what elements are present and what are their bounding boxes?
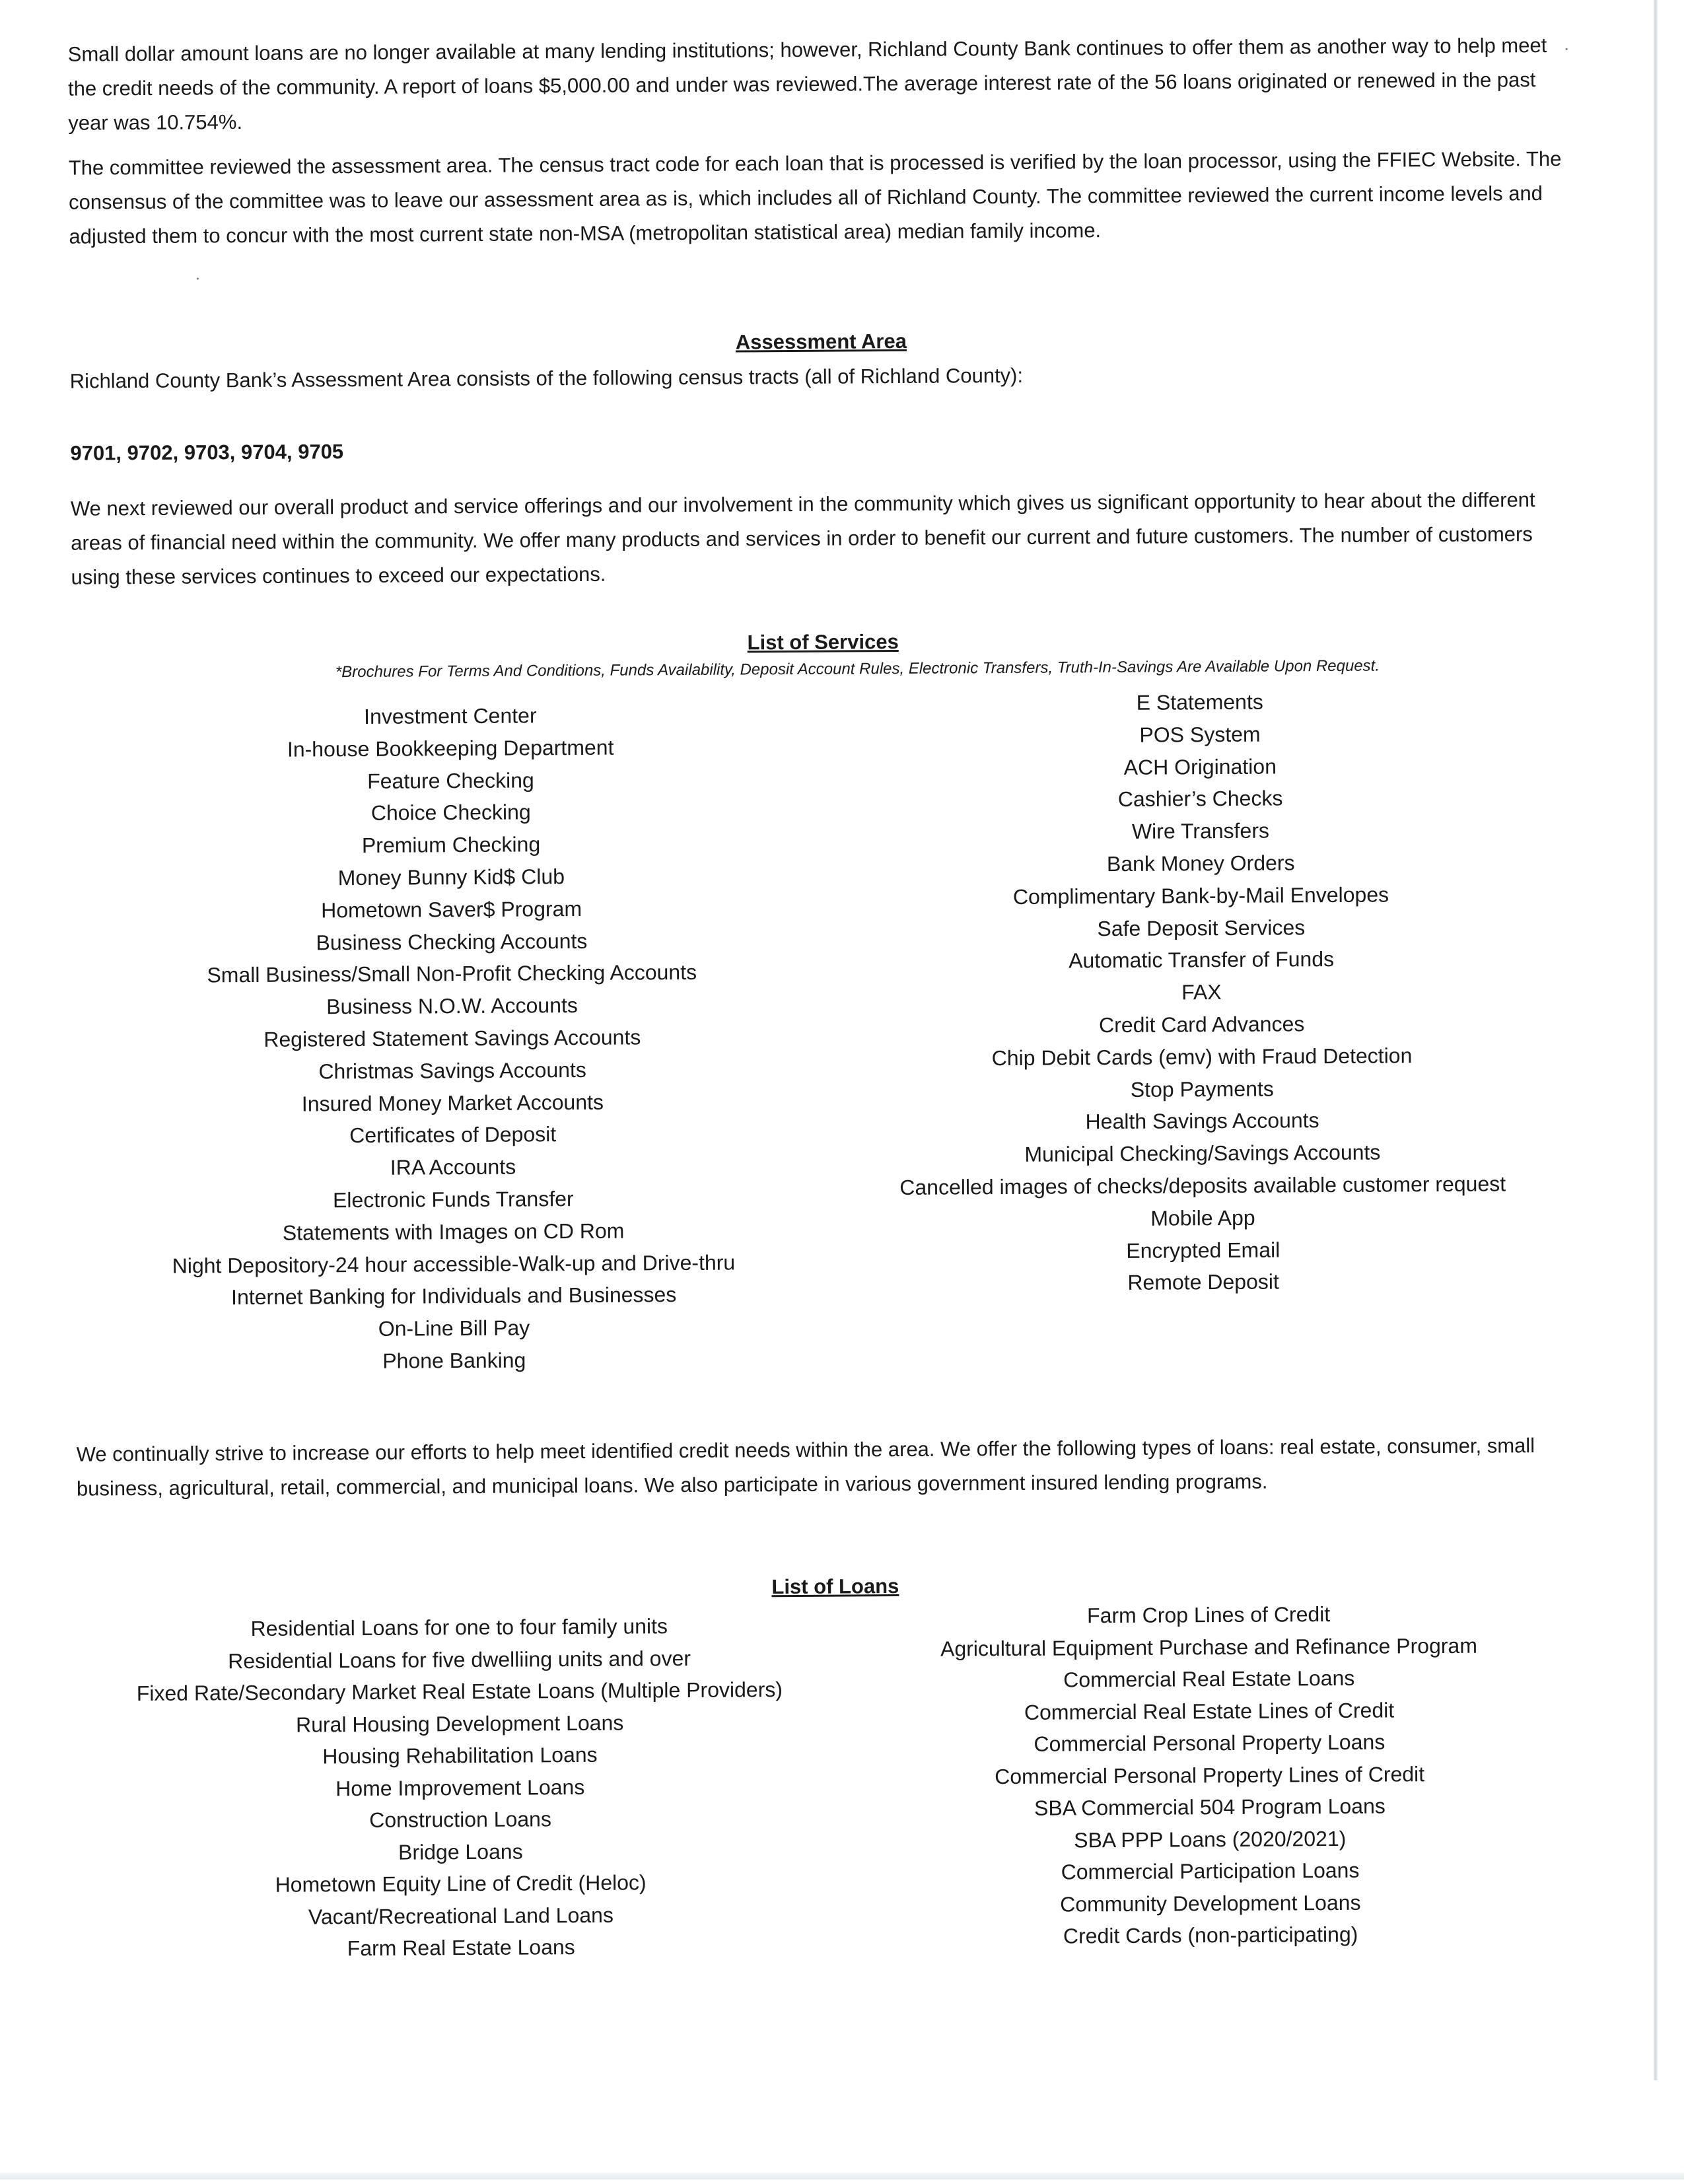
service-item: Insured Money Market Accounts bbox=[301, 1090, 604, 1116]
service-item: Complimentary Bank-by-Mail Envelopes bbox=[1012, 882, 1389, 909]
service-item: Wire Transfers bbox=[1131, 818, 1270, 844]
loan-item: Rural Housing Development Loans bbox=[295, 1710, 624, 1737]
service-item: Internet Banking for Individuals and Businesses bbox=[231, 1283, 677, 1310]
assessment-area-description: Richland County Bank’s Assessment Area consists of the following census tracts (all of Richland County): bbox=[69, 363, 1024, 393]
service-item: Business N.O.W. Accounts bbox=[326, 993, 578, 1019]
scan-speck bbox=[1566, 48, 1568, 50]
scan-bottom-edge bbox=[0, 2173, 1684, 2179]
loan-item: Residential Loans for five dwelliing units and over bbox=[228, 1646, 691, 1673]
list-of-services-heading: List of Services bbox=[747, 630, 899, 654]
services-left-column bbox=[120, 698, 785, 1379]
service-item: Remote Deposit bbox=[1127, 1269, 1279, 1295]
list-of-loans-heading: List of Loans bbox=[771, 1574, 899, 1599]
service-item: ACH Origination bbox=[1123, 754, 1277, 779]
service-item: Statements with Images on CD Rom bbox=[282, 1218, 625, 1245]
loan-item: Fixed Rate/Secondary Market Real Estate Loans (Multiple Providers) bbox=[136, 1677, 783, 1706]
loan-item: Commercial Participation Loans bbox=[1061, 1858, 1360, 1884]
brochures-note: *Brochures For Terms And Conditions, Funds Availability, Deposit Account Rules, Electronic Transfers, Truth-In-Savings Are Available Upon Request. bbox=[335, 656, 1380, 682]
loans-right-column bbox=[878, 1597, 1541, 1954]
loan-item: Construction Loans bbox=[369, 1807, 552, 1832]
service-item: Business Checking Accounts bbox=[316, 929, 588, 954]
service-item: Automatic Transfer of Funds bbox=[1069, 947, 1335, 973]
service-item: Safe Deposit Services bbox=[1097, 915, 1306, 940]
loan-item: SBA Commercial 504 Program Loans bbox=[1034, 1794, 1386, 1820]
service-item: Certificates of Deposit bbox=[349, 1122, 557, 1148]
loan-item: Farm Real Estate Loans bbox=[347, 1935, 575, 1961]
service-item: Credit Card Advances bbox=[1098, 1012, 1305, 1038]
service-item: Christmas Savings Accounts bbox=[318, 1057, 586, 1084]
loan-item: Agricultural Equipment Purchase and Refinance Program bbox=[940, 1633, 1478, 1661]
service-item: Health Savings Accounts bbox=[1085, 1108, 1319, 1134]
service-item: Premium Checking bbox=[361, 832, 541, 858]
intro-paragraph-small-loans: Small dollar amount loans are no longer available at many lending institutions; however, Richland County Bank continues to offer them as another way to help meet the credit needs of the community. A report of loans $5,000.00 and under was reviewed.The average interest rate of the 56 loans originated or renewed in the past year was 10.754%. bbox=[67, 33, 1547, 135]
loan-item: Bridge Loans bbox=[398, 1839, 523, 1864]
loan-item: SBA PPP Loans (2020/2021) bbox=[1074, 1826, 1347, 1852]
service-item: Cashier’s Checks bbox=[1117, 786, 1283, 812]
service-item: Choice Checking bbox=[370, 800, 531, 826]
loan-item: Hometown Equity Line of Credit (Heloc) bbox=[275, 1870, 647, 1897]
service-item: On-Line Bill Pay bbox=[378, 1316, 530, 1341]
service-item: Municipal Checking/Savings Accounts bbox=[1024, 1140, 1381, 1167]
service-item: Mobile App bbox=[1150, 1205, 1255, 1230]
loan-item: Commercial Real Estate Lines of Credit bbox=[1024, 1697, 1395, 1724]
service-item: Investment Center bbox=[363, 703, 537, 728]
loan-item: Commercial Personal Property Lines of Credit bbox=[995, 1761, 1425, 1788]
service-item: POS System bbox=[1139, 722, 1261, 747]
scan-right-edge bbox=[1654, 0, 1658, 2080]
service-item: In-house Bookkeeping Department bbox=[287, 735, 614, 761]
loan-item: Farm Crop Lines of Credit bbox=[1087, 1602, 1331, 1628]
offerings-paragraph: We next reviewed our overall product and service offerings and our involvement in the community which gives us significant opportunity to hear about the different areas of financial need within the community. We offer many products and services in order to benefit our current and future customers. The number of customers using these services continues to exceed our expectations. bbox=[70, 488, 1535, 589]
services-right-column bbox=[870, 684, 1534, 1300]
scan-speck bbox=[197, 277, 199, 279]
service-item: Night Depository-24 hour accessible-Walk-up and Drive-thru bbox=[172, 1250, 736, 1278]
service-item: Encrypted Email bbox=[1126, 1238, 1281, 1263]
service-item: Bank Money Orders bbox=[1106, 851, 1295, 876]
loan-item: Residential Loans for one to four family units bbox=[250, 1614, 668, 1641]
service-item: Feature Checking bbox=[367, 767, 534, 793]
service-item: Stop Payments bbox=[1130, 1076, 1274, 1102]
loan-item: Commercial Real Estate Loans bbox=[1063, 1666, 1355, 1692]
service-item: Hometown Saver$ Program bbox=[321, 896, 582, 923]
intro-paragraph-assessment-review: The committee reviewed the assessment area. The census tract code for each loan that is processed is verified by the loan processor, using the FFIEC Website. The consensus of the committee was to leave our assessment area as is, which includes all of Richland County. The committee reviewed the current income levels and adjusted them to concur with the most current state non-MSA (metropolitan statistical area) median family income. bbox=[68, 147, 1562, 248]
service-item: Phone Banking bbox=[382, 1348, 526, 1373]
service-item: Registered Statement Savings Accounts bbox=[263, 1025, 641, 1051]
service-item: E Statements bbox=[1136, 689, 1263, 715]
service-item: Money Bunny Kid$ Club bbox=[337, 864, 565, 890]
loan-item: Credit Cards (non-participating) bbox=[1063, 1922, 1358, 1948]
loan-item: Vacant/Recreational Land Loans bbox=[308, 1903, 614, 1929]
service-item: Small Business/Small Non-Profit Checking Accounts bbox=[207, 960, 697, 987]
service-item: Cancelled images of checks/deposits available customer request bbox=[899, 1172, 1506, 1199]
loans-left-column bbox=[96, 1609, 824, 1966]
census-tracts-list: 9701, 9702, 9703, 9704, 9705 bbox=[70, 440, 344, 465]
service-item: Chip Debit Cards (emv) with Fraud Detection bbox=[991, 1043, 1413, 1070]
loans-paragraph: We continually strive to increase our efforts to help meet identified credit needs within the area. We offer the following types of loans: real estate, consumer, small business, agricultural, retail, commercial, and municipal loans. We also participate in various government insured lending programs. bbox=[76, 1434, 1535, 1500]
loan-item: Housing Rehabilitation Loans bbox=[322, 1742, 598, 1769]
loan-item: Home Improvement Loans bbox=[335, 1775, 585, 1800]
loan-item: Community Development Loans bbox=[1060, 1890, 1361, 1917]
assessment-area-heading: Assessment Area bbox=[735, 329, 907, 354]
service-item: IRA Accounts bbox=[390, 1154, 516, 1180]
loan-item: Commercial Personal Property Loans bbox=[1034, 1730, 1386, 1756]
service-item: Electronic Funds Transfer bbox=[332, 1186, 574, 1213]
service-item: FAX bbox=[1181, 980, 1222, 1004]
